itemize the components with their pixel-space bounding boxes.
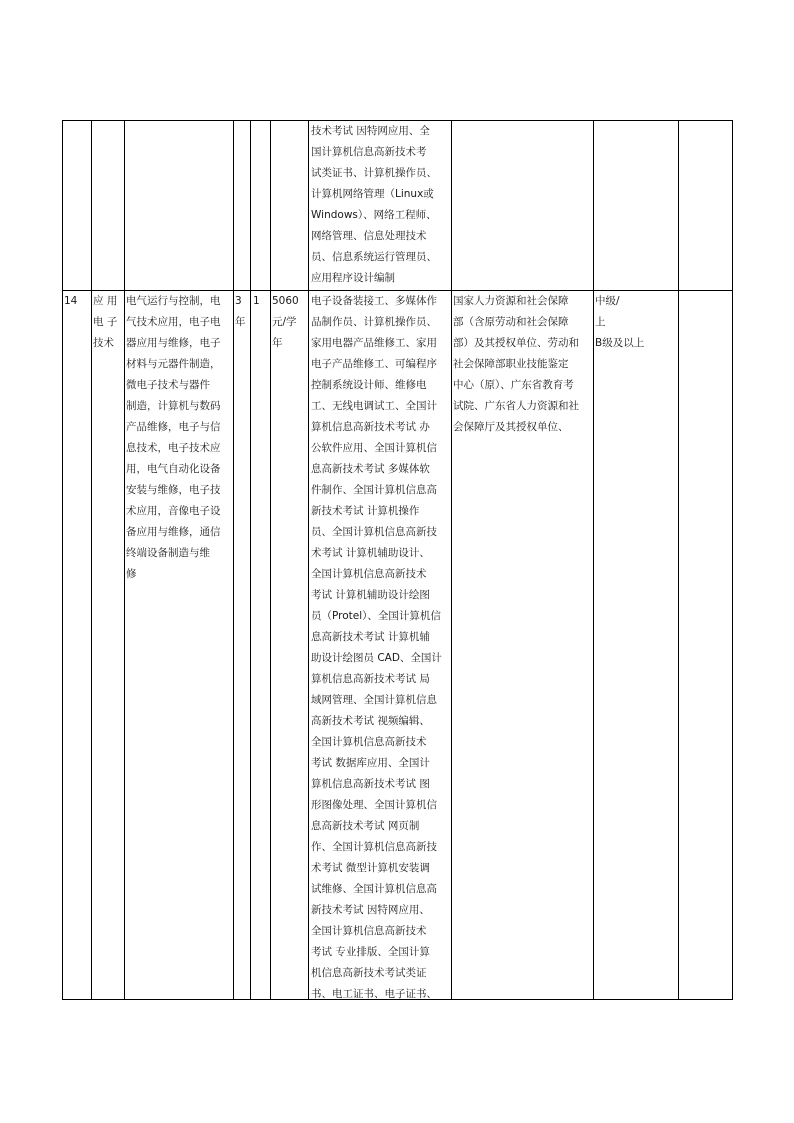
major-name: 应 用 电 子 技术: [93, 295, 118, 349]
courses-cell: 电气运行与控制，电 气技术应用，电子电 器应用与维修，电子 材料与元器件制造， 微电子技术与器件 制造，计算机与数码 产品维修，电子与信 息技术，电子技术应 用，电气自动化设备 安装与维修，电子技 术应用，音像电子设 备应用与维修，通信 终端设备制造与维 修: [126, 295, 221, 580]
duration-cell: 3 年: [235, 295, 246, 328]
tuition-cell: 5060 元/学 年: [272, 295, 299, 349]
level-cell: 中级/ 上 B级及以上: [595, 295, 645, 349]
enrollment-cell: 1: [253, 295, 260, 307]
qualification-cell-continued: 技术考试 因特网应用、全 国计算机信息高新技术考 试类证书、计算机操作员、 计算机网络管理（Linux或 Windows）、网络工程师、 网络管理、信息处理技术 员、信息系统运行管理员、 应用程序设计编制: [311, 125, 437, 284]
qualification-cell: 电子设备装接工、多媒体作 品制作员、计算机操作员、 家用电器产品维修工、家用 电子产品维修工、可编程序 控制系统设计师、维修电 工、无线电调试工、全国计 算机信息高新技术考试 办 公软件应用、全国计算机信 息高新技术考试 多媒体软 件制作、全国计算机信息高 新技术考试 计算机操作 员、全国计算机信息高新技 术考试 计算机辅助设计、 全国计算机信息高新技术 考试 计算机辅助设计绘图 员（Protel）、全国计算机信 息高新技术考试 计算机辅 助设计绘图员 CAD、全国计 算机信息高新技术考试 局 域网管理、全国计算机信息 高新技术考试 视频编辑、 全国计算机信息高新技术 考试 数据库应用、全国计 算机信息高新技术考试 图 形图像处理、全国计算机信 息高新技术考试 网页制 作、全国计算机信息高新技 术考试 微型计算机安装调 试维修、全国计算机信息高 新技术考试 因特网应用、 全国计算机信息高新技术 考试 专业排版、全国计算 机信息高新技术考试类证 书、电工证书、电子证书、: [311, 295, 442, 1000]
certifying-body-cell: 国家人力资源和社会保障 部（含原劳动和社会保障 部）及其授权单位、劳动和 社会保障部职业技能鉴定 中心（原）、广东省教育考 试院、广东省人力资源和社 会保障厅及其授权单位、: [453, 295, 579, 433]
row-number: 14: [64, 295, 78, 307]
